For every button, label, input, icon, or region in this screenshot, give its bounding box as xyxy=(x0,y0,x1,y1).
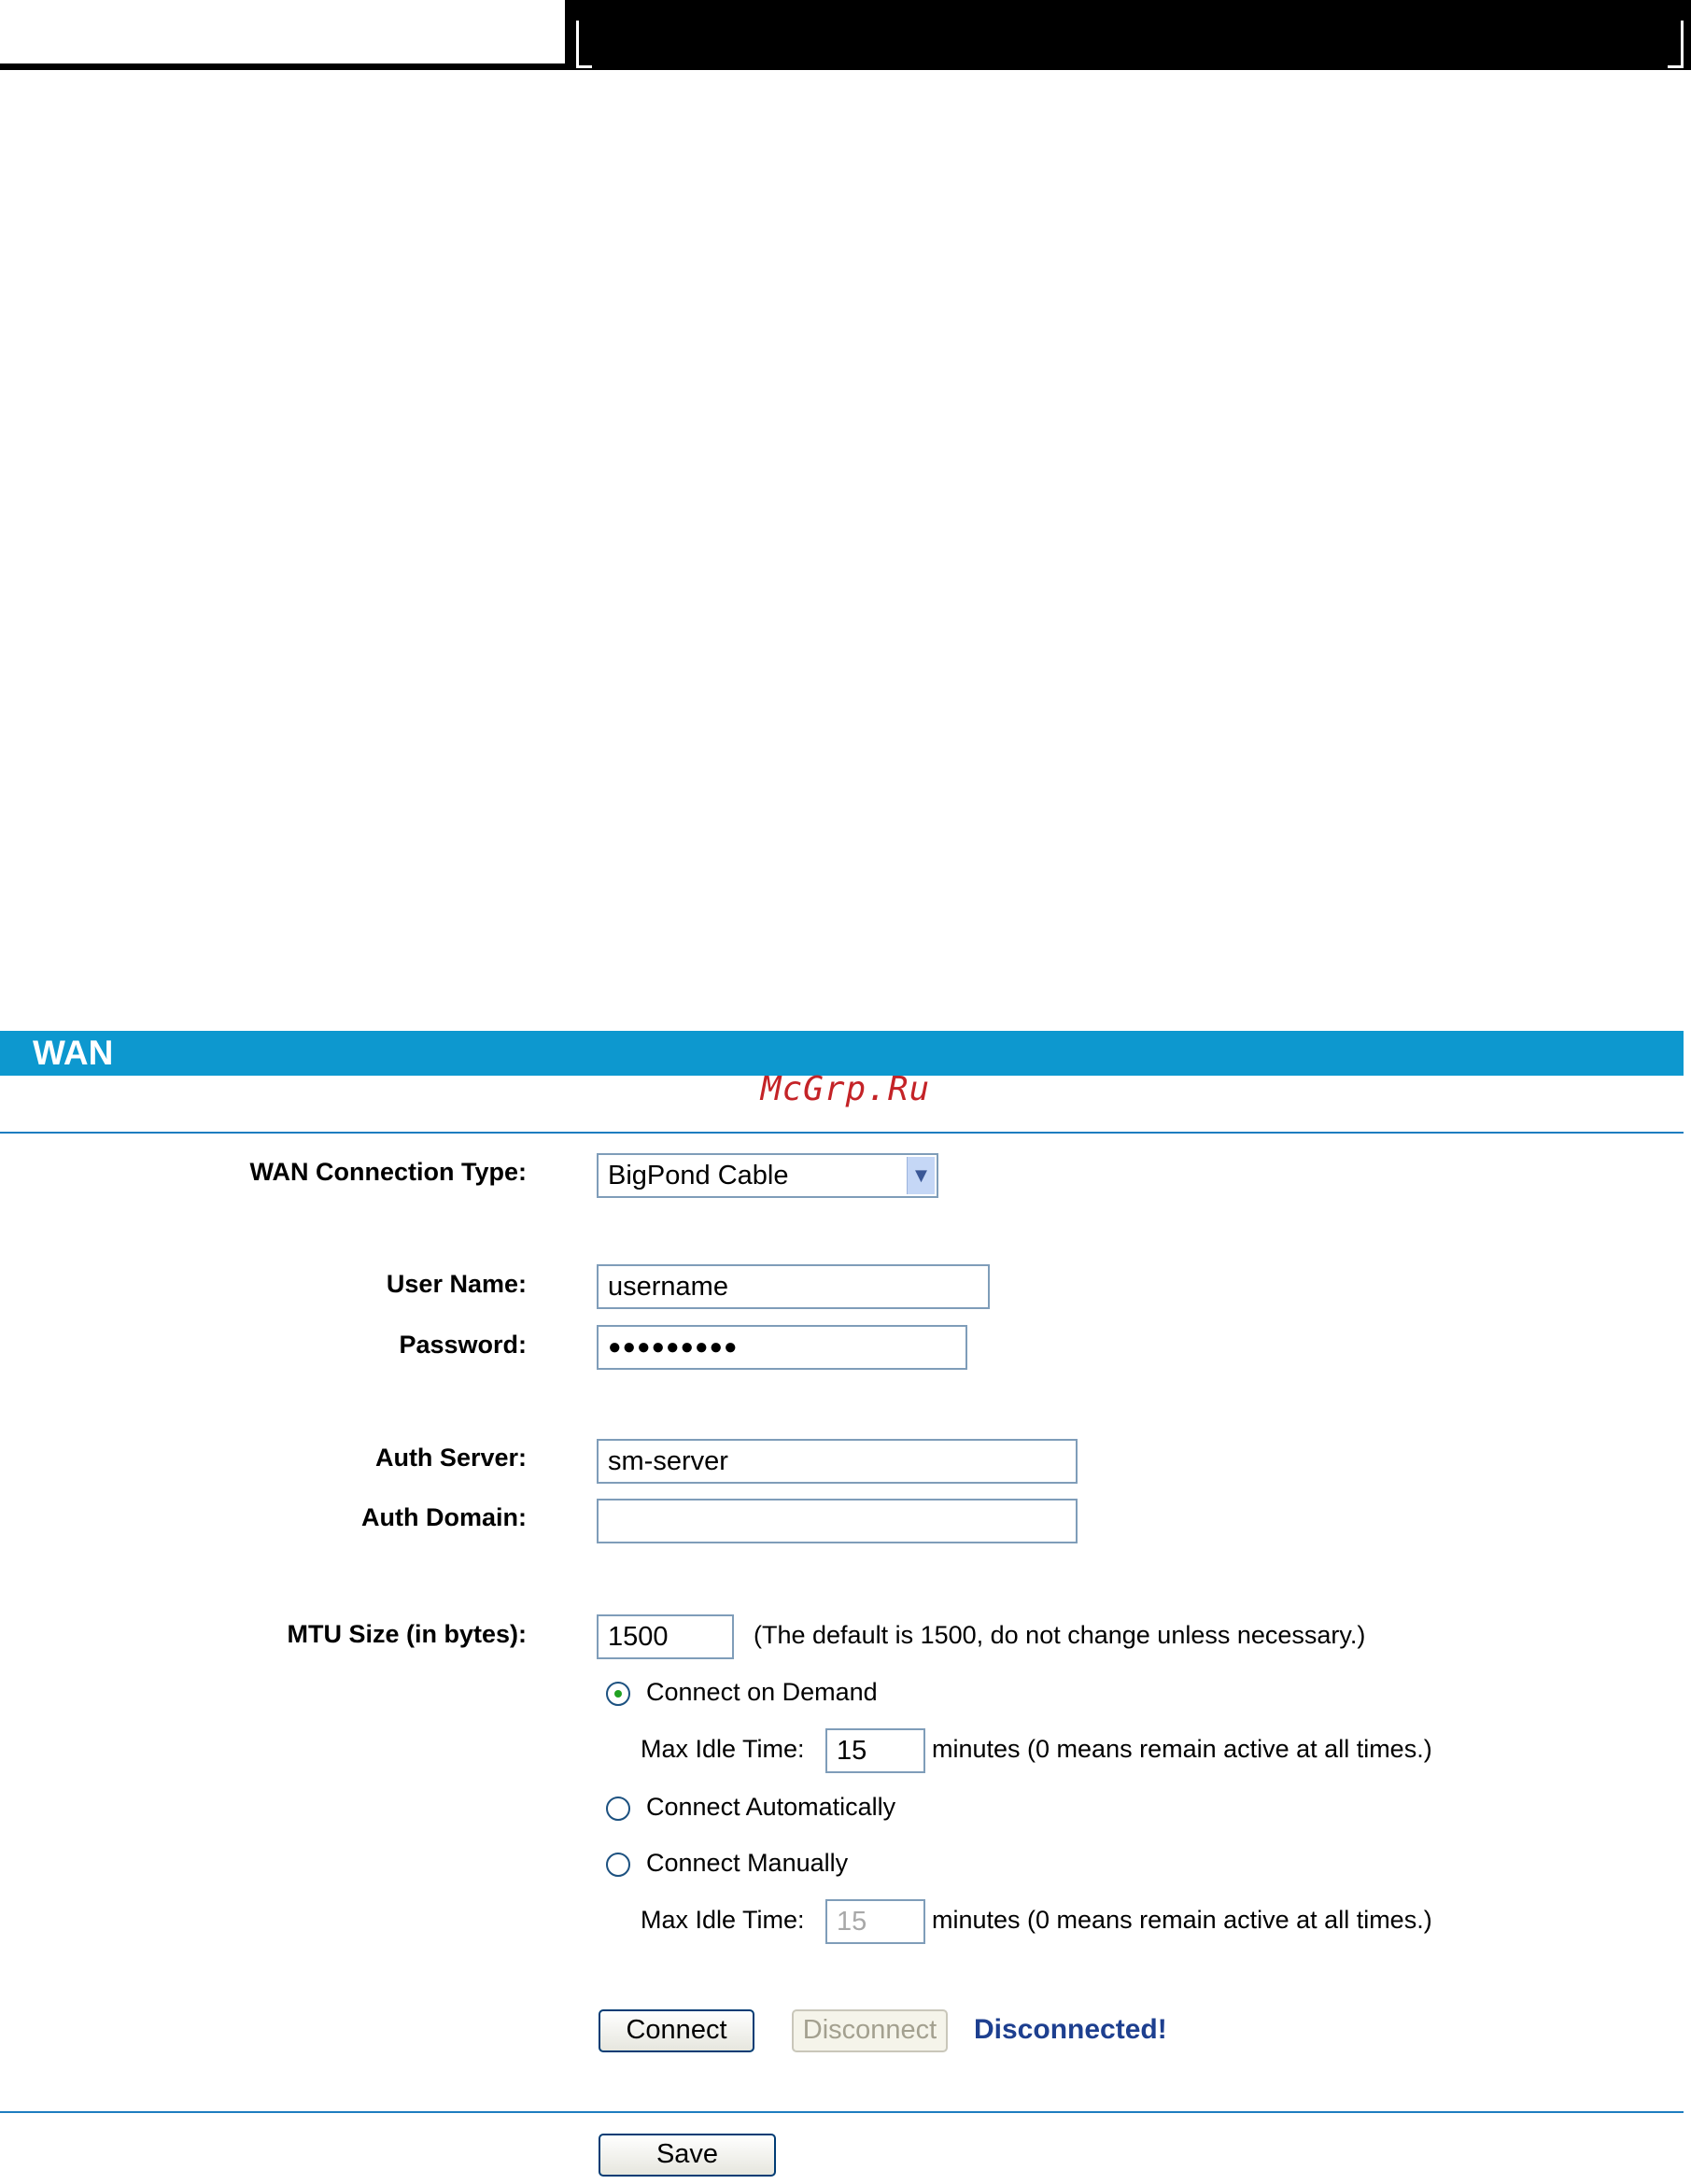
wan-type-select[interactable] xyxy=(597,1153,938,1198)
header-bracket-right xyxy=(1668,21,1684,68)
wan-type-label: WAN Connection Type: xyxy=(249,1158,527,1186)
header-bracket-left xyxy=(576,21,592,68)
auth-server-label: Auth Server: xyxy=(374,1444,527,1472)
connect-manually-label: Connect Manually xyxy=(646,1849,849,1877)
save-button[interactable]: Save xyxy=(599,2134,776,2177)
mtu-hint: (The default is 1500, do not change unless necessary.) xyxy=(754,1621,1366,1649)
mtu-input[interactable]: 1500 xyxy=(597,1614,734,1659)
radio-selected-dot xyxy=(614,1690,622,1698)
manual-idle-label: Max Idle Time: xyxy=(641,1906,805,1934)
on-demand-idle-input[interactable]: 15 xyxy=(825,1728,925,1773)
divider-top xyxy=(0,1132,1684,1134)
wan-type-value: BigPond Cable xyxy=(608,1161,789,1191)
username-input[interactable]: username xyxy=(597,1264,990,1309)
on-demand-idle-label: Max Idle Time: xyxy=(641,1735,805,1763)
divider-bottom xyxy=(0,2111,1684,2113)
connect-button[interactable]: Connect xyxy=(599,2009,754,2052)
password-input[interactable]: ●●●●●●●●● xyxy=(597,1325,967,1370)
on-demand-idle-hint: minutes (0 means remain active at all times.) xyxy=(932,1735,1432,1763)
connect-on-demand-radio[interactable] xyxy=(606,1682,630,1706)
manual-idle-input[interactable]: 15 xyxy=(825,1899,925,1944)
section-title: WAN xyxy=(0,1031,1684,1076)
disconnect-button[interactable]: Disconnect xyxy=(792,2009,948,2052)
username-label: User Name: xyxy=(386,1270,527,1298)
connect-automatically-radio[interactable] xyxy=(606,1797,630,1821)
top-header-left-panel xyxy=(0,0,565,66)
connect-on-demand-label: Connect on Demand xyxy=(646,1678,878,1706)
chevron-down-icon[interactable]: ▼ xyxy=(907,1157,935,1194)
password-label: Password: xyxy=(399,1331,527,1359)
mtu-label: MTU Size (in bytes): xyxy=(287,1620,527,1648)
connect-automatically-label: Connect Automatically xyxy=(646,1793,896,1821)
top-header-bar xyxy=(0,0,1691,70)
watermark: McGrp.Ru xyxy=(760,1070,931,1108)
auth-domain-label: Auth Domain: xyxy=(361,1503,527,1531)
connection-status: Disconnected! xyxy=(974,2014,1167,2045)
auth-server-input[interactable]: sm-server xyxy=(597,1439,1078,1484)
manual-idle-hint: minutes (0 means remain active at all times.) xyxy=(932,1906,1432,1934)
auth-domain-input[interactable] xyxy=(597,1499,1078,1543)
connect-manually-radio[interactable] xyxy=(606,1853,630,1877)
